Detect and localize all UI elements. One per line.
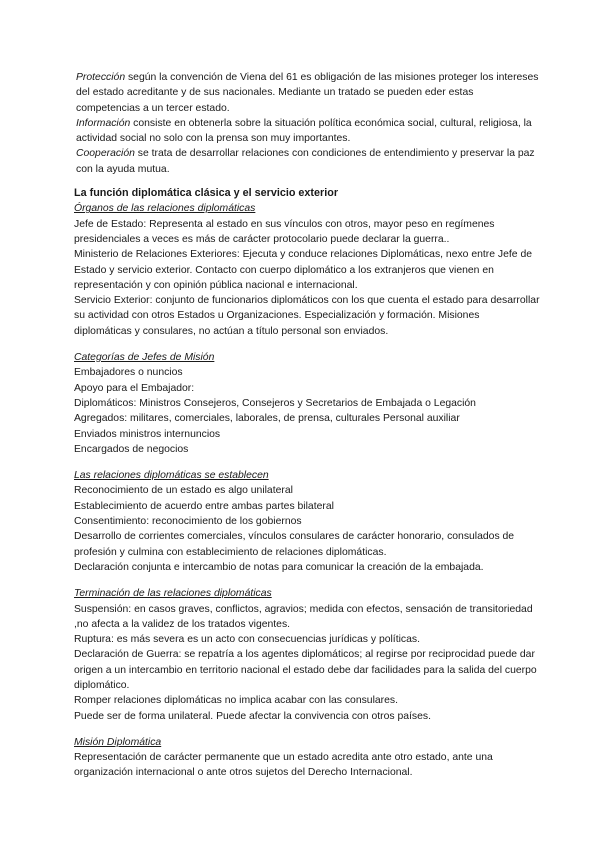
section-line: Desarrollo de corrientes comerciales, vínculos consulares de carácter honorario, consulados de profesión y culmina con establecimiento de relaciones diplomáticas. [74,531,515,558]
section-line: Servicio Exterior: conjunto de funcionarios diplomáticos con los que cuenta el estado para desarrollar su actividad con otros Estados u Organizaciones. Especialización y formación. Misiones diplomáticas y consulares, no actúan a título personal son enviados. [74,295,540,337]
section-line: Consentimiento: reconocimiento de los gobiernos [74,516,302,528]
section-line: Ruptura: es más severa es un acto con consecuencias jurídicas y políticas. [74,634,420,646]
section-line: Establecimiento de acuerdo entre ambas partes bilateral [74,500,334,512]
section-line: Agregados: militares, comerciales, laborales, de prensa, culturales Personal auxiliar [74,413,460,425]
section-line: Ministerio de Relaciones Exteriores: Ejecuta y conduce relaciones Diplomáticas, nexo entre Jefe de Estado y servicio exterior. Contacto con cuerpo diplomático a los extranjeros que vienen en representación y con opinión pública nacional e internacional. [74,249,532,291]
section-line: Suspensión: en casos graves, conflictos, agravios; medida con efectos, sensación de transitoriedad ,no afecta a la validez de los tratados vigentes. [74,603,533,630]
section-title: Órganos de las relaciones diplomáticas [74,203,256,215]
section-line: Diplomáticos: Ministros Consejeros, Consejeros y Secretarios de Embajada o Legación [74,397,476,409]
section-line: Declaración de Guerra: se repatría a los agentes diplomáticos; al regirse por reciprocidad puede dar origen a un intercambio en territorio nacional el estado debe dar facilidades para la salida del cuerpo diplomático. [74,649,537,691]
section-mision [74,735,540,781]
section-line: Puede ser de forma unilateral. Puede afectar la convivencia con otros países. [74,710,431,722]
intro-term: Información [76,117,131,129]
section-line: Romper relaciones diplomáticas no implica acabar con las consulares. [74,695,398,707]
section-title: Categorías de Jefes de Misión [74,352,215,364]
section-categorias [74,350,540,457]
section-line: Representación de carácter permanente que un estado acredita ante otro estado, ante una organización internacional o ante otros sujetos del Derecho Internacional. [74,752,493,779]
section-line: Jefe de Estado: Representa al estado en sus vínculos con otros, mayor peso en regímenes presidenciales a veces es más de carácter protocolario puede declarar la guerra.. [74,218,495,245]
section-line: Apoyo para el Embajador: [74,382,195,394]
section-terminacion [74,586,540,724]
intro-text: se trata de desarrollar relaciones con condiciones de entendimiento y preservar la paz con la ayuda mutua. [76,148,535,175]
section-title: Misión Diplomática [74,736,162,748]
section-line: Declaración conjunta e intercambio de notas para comunicar la creación de la embajada. [74,561,484,573]
intro-text: consiste en obtenerla sobre la situación política económica social, cultural, religiosa, la actividad social no solo con la prensa son muy importantes. [76,117,532,145]
intro-paragraph [74,70,540,116]
main-heading: La función diplomática clásica y el servicio exterior [74,187,339,200]
section-title: Las relaciones diplomáticas se establecen [74,470,269,482]
section-line: Reconocimiento de un estado es algo unilateral [74,485,293,497]
intro-paragraph [74,116,540,147]
section-title: Terminación de las relaciones diplomáticas [74,588,272,600]
intro-term: Protección [76,72,126,83]
section-organos [74,201,540,339]
section-line: Encargados de negocios [74,443,189,455]
intro-term: Cooperación [76,148,135,160]
intro-text: según la convención de Viena del 61 es obligación de las misiones proteger los intereses del estado acreditante y de sus nacionales. Mediante un tratado se pueden eder estas competencias a un tercer estado. [76,72,539,114]
section-establecen [74,468,540,575]
intro-block [74,70,540,177]
intro-paragraph [74,146,540,177]
section-line: Enviados ministros internuncios [74,428,221,440]
section-line: Embajadores o nuncios [74,367,183,379]
